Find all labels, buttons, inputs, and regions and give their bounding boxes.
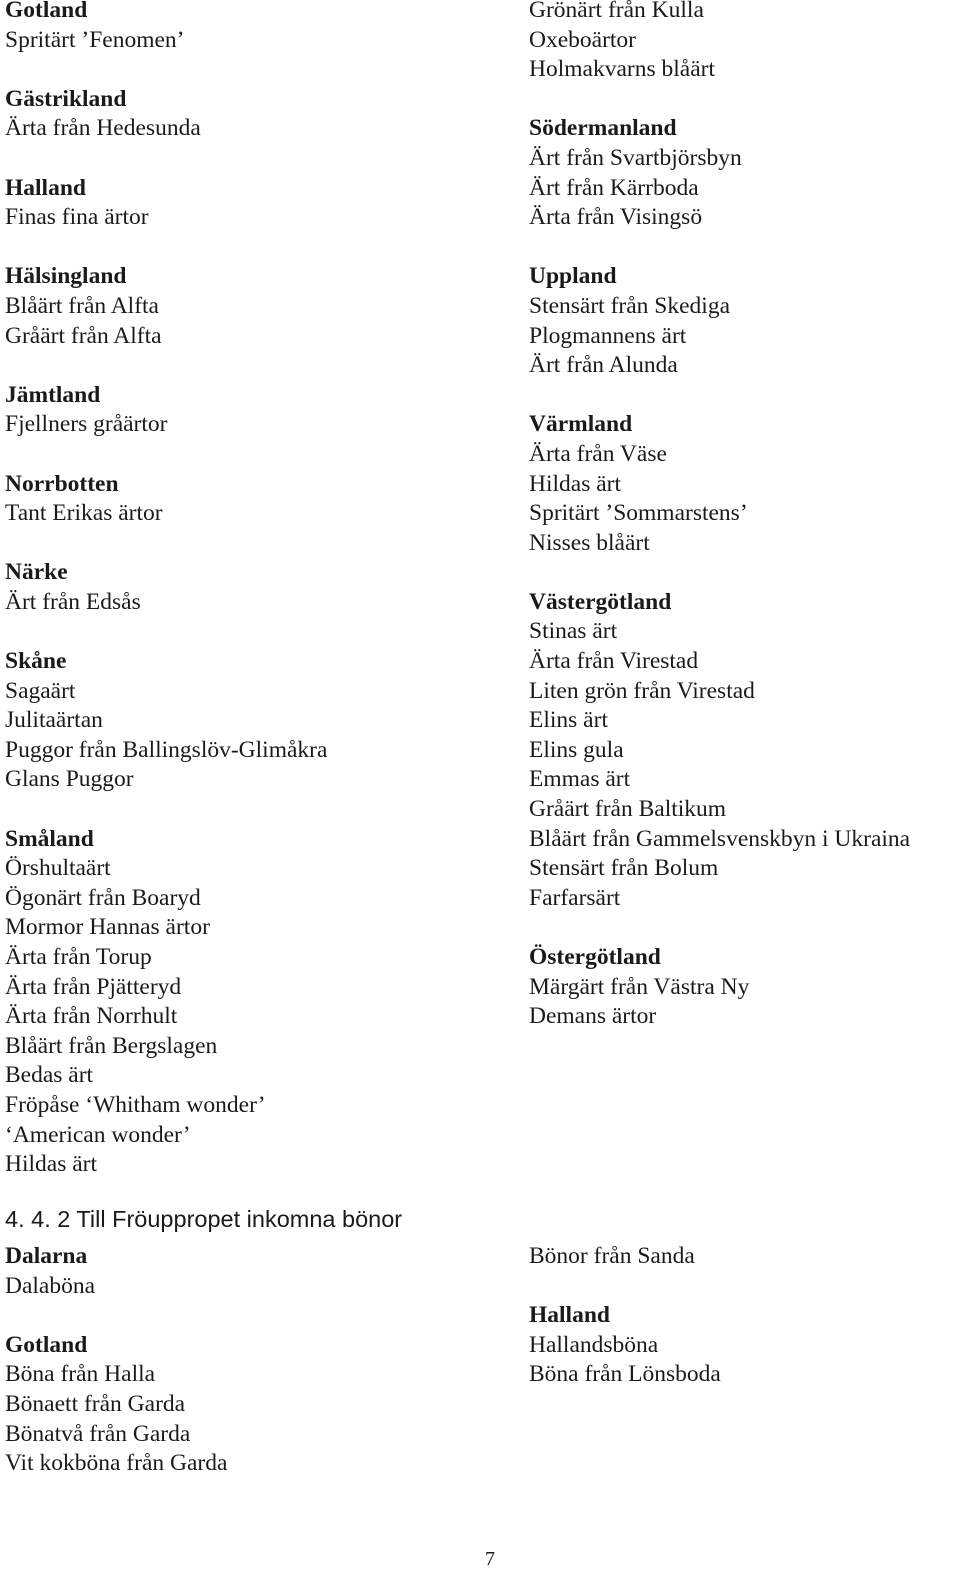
section-title: 4. 4. 2 Till Fröuppropet inkomna bönor [5, 1206, 403, 1232]
page-number: 7 [485, 1548, 495, 1570]
region-group [5, 0, 520, 55]
bean-list-right-column [529, 1242, 954, 1420]
variety-item: Bönatvå från Garda [5, 1420, 191, 1447]
region-group [529, 262, 954, 380]
variety-item: Hildas ärt [5, 1151, 98, 1178]
variety-item: Ärt från Alunda [529, 352, 678, 379]
variety-item: Grönärt från Kulla [529, 0, 704, 23]
region-heading: Halland [529, 1302, 610, 1329]
variety-item: Finas fina ärtor [5, 204, 149, 231]
variety-item: Liten grön från Virestad [529, 677, 755, 704]
region-heading: Halland [5, 174, 86, 201]
region-heading: Gästrikland [5, 85, 127, 112]
variety-item: Demans ärtor [529, 1003, 657, 1030]
variety-item: Ärta från Visingsö [529, 204, 703, 231]
variety-item: Gråärt från Baltikum [529, 796, 727, 823]
variety-item: Plogmannens ärt [529, 322, 687, 349]
variety-item: Stensärt från Skediga [529, 292, 731, 319]
region-group [5, 558, 520, 617]
variety-item: Stinas ärt [529, 618, 618, 645]
region-group [5, 174, 520, 233]
region-group [5, 825, 520, 1180]
variety-item: Ärta från Virestad [529, 648, 699, 675]
variety-item: Vit kokböna från Garda [5, 1450, 228, 1477]
bean-list-left-column [5, 1242, 520, 1508]
region-group [529, 114, 954, 232]
variety-item: Julitaärtan [5, 707, 103, 734]
variety-item: Örshultaärt [5, 855, 111, 882]
region-heading: Gotland [5, 0, 88, 23]
region-group [5, 1331, 520, 1479]
region-heading: Småland [5, 825, 94, 852]
region-heading: Hälsingland [5, 263, 127, 290]
pea-list-left-column [5, 0, 520, 1209]
variety-item: Emmas ärt [529, 766, 631, 793]
variety-item: Märgärt från Västra Ny [529, 973, 750, 1000]
variety-item: Bönaett från Garda [5, 1390, 186, 1417]
variety-item: Puggor från Ballingslöv-Glimåkra [5, 736, 328, 763]
variety-item: Spritärt ’Sommarstens’ [529, 500, 748, 527]
region-group [529, 1242, 954, 1272]
region-heading: Uppland [529, 263, 617, 290]
variety-item: Blåärt från Alfta [5, 292, 159, 319]
variety-item: Ärta från Torup [5, 944, 152, 970]
variety-item: Elins ärt [529, 707, 608, 734]
variety-item: ‘American wonder’ [5, 1121, 191, 1148]
region-group [5, 262, 520, 351]
variety-item: Fröpåse ‘Whitham wonder’ [5, 1091, 266, 1118]
variety-item: Glans Puggor [5, 766, 134, 793]
region-group [529, 943, 954, 1032]
variety-item: Ärt från Svartbjörsbyn [529, 144, 742, 171]
variety-item: Hallandsböna [529, 1331, 659, 1358]
region-group [529, 410, 954, 558]
variety-item: Sagaärt [5, 677, 76, 704]
variety-item: Ärta från Norrhult [5, 1003, 178, 1030]
region-heading: Dalarna [5, 1243, 88, 1269]
region-heading: Skåne [5, 648, 67, 675]
region-group [529, 588, 954, 914]
variety-item: Gråärt från Alfta [5, 322, 162, 349]
variety-item: Oxeboärtor [529, 26, 637, 53]
region-group [5, 85, 520, 144]
variety-item: Ärta från Väse [529, 440, 667, 467]
variety-item: Ärt från Edsås [5, 588, 141, 615]
region-heading: Norrbotten [5, 470, 119, 497]
variety-item: Elins gula [529, 736, 624, 763]
variety-item: Bönor från Sanda [529, 1243, 695, 1269]
variety-item: Blåärt från Gammelsvenskbyn i Ukraina [529, 825, 911, 852]
region-heading: Östergötland [529, 944, 661, 970]
region-group [5, 381, 520, 440]
region-heading: Gotland [5, 1331, 88, 1358]
variety-item: Holmakvarns blåärt [529, 56, 715, 83]
variety-item: Böna från Halla [5, 1361, 156, 1388]
variety-item: Tant Erikas ärtor [5, 500, 163, 527]
variety-item: Ärta från Hedesunda [5, 115, 201, 142]
region-group [5, 470, 520, 529]
region-group [529, 1301, 954, 1390]
variety-item: Dalaböna [5, 1272, 96, 1299]
variety-item: Ärt från Kärrboda [529, 174, 699, 201]
variety-item: Nisses blåärt [529, 529, 650, 556]
variety-item: Stensärt från Bolum [529, 855, 719, 882]
variety-item: Fjellners gråärtor [5, 411, 168, 438]
variety-item: Bedas ärt [5, 1062, 94, 1089]
variety-item: Farfarsärt [529, 884, 621, 911]
variety-item: Spritärt ’Fenomen’ [5, 26, 185, 53]
region-heading: Jämtland [5, 381, 101, 408]
region-group [5, 647, 520, 795]
region-group [5, 1242, 520, 1301]
region-heading: Värmland [529, 411, 633, 438]
region-group [529, 0, 954, 85]
variety-item: Ärta från Pjätteryd [5, 973, 182, 1000]
region-heading: Södermanland [529, 115, 677, 142]
variety-item: Mormor Hannas ärtor [5, 914, 210, 941]
pea-list-right-column [529, 0, 954, 1061]
variety-item: Blåärt från Bergslagen [5, 1032, 218, 1059]
region-heading: Närke [5, 559, 68, 586]
region-heading: Västergötland [529, 588, 672, 615]
variety-item: Hildas ärt [529, 470, 622, 497]
variety-item: Böna från Lönsboda [529, 1361, 721, 1388]
variety-item: Ögonärt från Boaryd [5, 884, 201, 911]
